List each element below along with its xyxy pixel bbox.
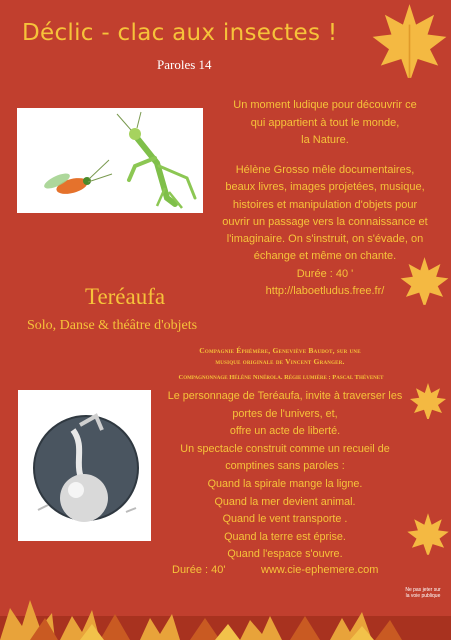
event-title: Déclic - clac aux insectes ! <box>22 20 338 46</box>
footer-note: Ne pas jeter sur la voie publique <box>405 587 441 599</box>
body-line: Un spectacle construit comme un recueil de <box>180 442 390 455</box>
show-url-link[interactable]: www.cie-ephemere.com <box>261 564 379 576</box>
event-subtitle: Paroles 14 <box>157 57 212 72</box>
body-line: comptines sans paroles : <box>225 460 345 473</box>
event-intro <box>210 97 440 150</box>
desc-line: ouvrir un passage vers la connaissance et <box>222 215 428 228</box>
desc-line: Hélène Grosso mêle documentaires, <box>235 164 415 176</box>
event-description <box>210 162 440 300</box>
intro-line: Un moment ludique pour découvrir ce <box>233 99 417 111</box>
event-url-link[interactable]: http://laboetludus.free.fr/ <box>265 285 385 298</box>
show-credits <box>150 345 410 367</box>
desc-line: histoires et manipulation d'objets pour <box>232 198 418 211</box>
desc-line: échange et même on chante. <box>253 250 397 263</box>
show-credits-small: Compagnonnage Hélène Ninérola. Régie lumière : Pascal Thévenet <box>178 374 384 381</box>
show-duration: Durée : 40' <box>172 564 226 576</box>
intro-line: qui appartient à tout le monde, <box>250 116 400 129</box>
show-photo <box>18 390 151 541</box>
event-duration: Durée : 40 ' <box>296 267 354 280</box>
body-line: Quand la terre est éprise. <box>224 530 346 543</box>
body-line: Le personnage de Teréaufa, invite à traverser les <box>167 390 403 402</box>
body-line: portes de l'univers, et, <box>232 407 338 420</box>
body-line: Quand la mer devient animal. <box>214 495 356 508</box>
show-body <box>150 388 420 564</box>
desc-line: beaux livres, images projetées, musique, <box>225 181 425 194</box>
body-line: Quand le vent transporte . <box>222 513 348 526</box>
body-line: Quand la spirale mange la ligne. <box>207 477 363 490</box>
show-title: Teréaufa <box>85 284 166 309</box>
body-line: offre un acte de liberté. <box>229 425 341 438</box>
insects-photo <box>17 108 203 213</box>
autumn-leaves-border <box>0 588 451 640</box>
intro-line: la Nature. <box>301 134 349 146</box>
body-line: Quand l'espace s'ouvre. <box>227 548 343 561</box>
credits-line: Compagnie Éphémère, Geneviève Baudot, sur une <box>199 346 361 355</box>
show-subtitle: Solo, Danse & théâtre d'objets <box>27 318 198 333</box>
maple-leaf-icon <box>368 0 451 82</box>
credits-line: musique originale de Vincent Granger. <box>215 357 345 366</box>
desc-line: l'imaginaire. On s'instruit, on s'évade, on <box>226 233 424 246</box>
